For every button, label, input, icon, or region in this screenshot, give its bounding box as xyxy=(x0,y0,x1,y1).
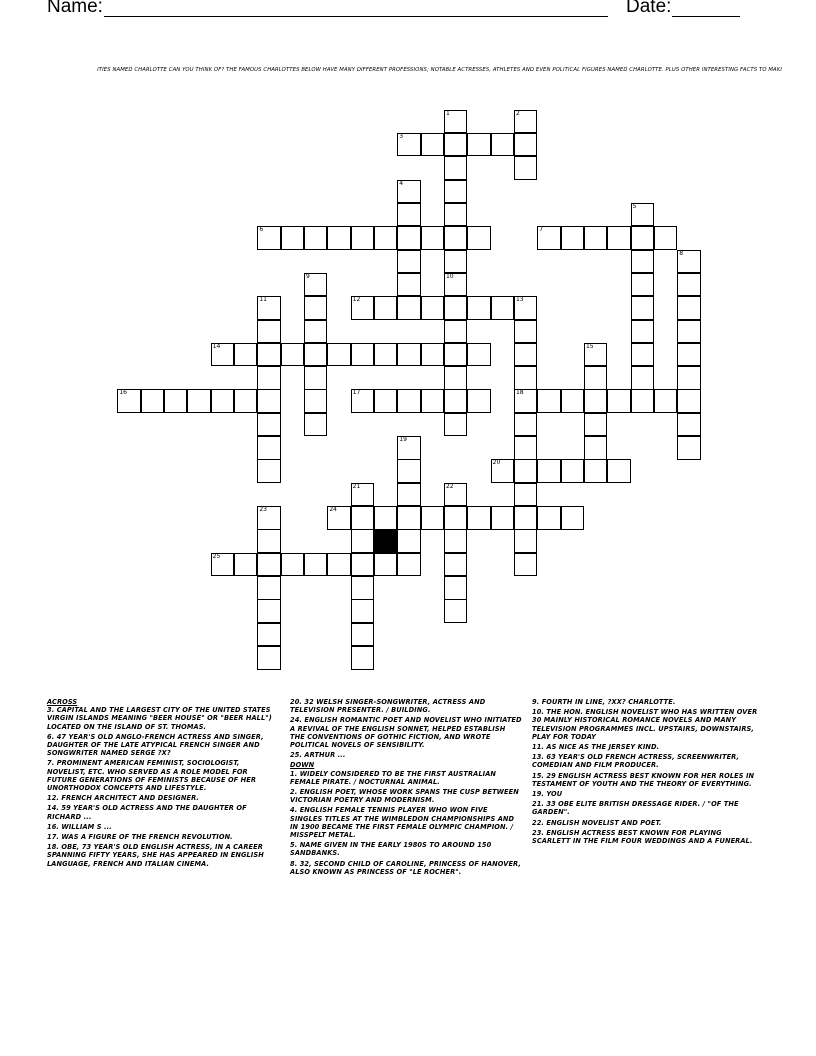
grid-cell-21[interactable] xyxy=(351,483,374,506)
grid-cell[interactable] xyxy=(304,320,327,343)
grid-cell[interactable] xyxy=(514,133,537,156)
grid-cell-23[interactable] xyxy=(257,506,280,529)
grid-cell[interactable] xyxy=(444,320,467,343)
clue-number: 6 xyxy=(259,226,264,234)
grid-cell[interactable] xyxy=(187,389,210,412)
grid-cell[interactable] xyxy=(631,389,654,412)
grid-cell[interactable] xyxy=(491,506,514,529)
grid-cell[interactable] xyxy=(607,389,630,412)
clue-number: 25 xyxy=(212,552,221,560)
grid-cell-25[interactable] xyxy=(211,553,234,576)
clue-number: 10 xyxy=(445,272,454,280)
grid-cell[interactable] xyxy=(444,226,467,249)
grid-cell[interactable] xyxy=(561,459,584,482)
grid-cell-1[interactable] xyxy=(444,110,467,133)
grid-block-cell xyxy=(374,529,397,552)
across-clue-6: 6. 47 YEAR'S OLD ANGLO-FRENCH ACTRESS AND SINGER, DAUGHTER OF THE LATE ATYPICAL FRENCH SINGER AND SONGWRITER NAMED SERGE ?X? xyxy=(47,732,264,758)
grid-cell[interactable] xyxy=(677,436,700,459)
grid-cell[interactable] xyxy=(584,366,607,389)
down-clue-1: 1. WIDELY CONSIDERED TO BE THE FIRST AUSTRALIAN FEMALE PIRATE. / NOCTURNAL ANIMAL. xyxy=(290,769,497,786)
grid-cell[interactable] xyxy=(234,389,257,412)
grid-cell-13[interactable] xyxy=(514,296,537,319)
grid-cell[interactable] xyxy=(444,250,467,273)
grid-cell[interactable] xyxy=(444,553,467,576)
grid-cell[interactable] xyxy=(607,226,630,249)
across-clue-7: 7. PROMINENT AMERICAN FEMINIST, SOCIOLOGIST, NOVELIST, ETC. WHO SERVED AS A ROLE MODEL FOR FUTURE GENERATIONS OF FEMINISTS BECAUSE OF HER UNORTHODOX CONCEPTS AND LIFESTYLE. xyxy=(47,759,257,793)
clue-number: 3 xyxy=(399,132,404,140)
grid-cell-8[interactable] xyxy=(677,250,700,273)
grid-cell[interactable] xyxy=(444,366,467,389)
grid-cell[interactable] xyxy=(257,389,280,412)
clue-number: 13 xyxy=(515,296,524,304)
grid-cell[interactable] xyxy=(654,226,677,249)
grid-cell[interactable] xyxy=(631,250,654,273)
down-clue-5: 5. NAME GIVEN IN THE EARLY 1980S TO AROUND 150 SANDBANKS. xyxy=(290,841,492,858)
grid-cell[interactable] xyxy=(304,226,327,249)
down-clue-13: 13. 63 YEAR'S OLD FRENCH ACTRESS, SCREENWRITER, COMEDIAN AND FILM PRODUCER. xyxy=(532,753,740,770)
grid-cell[interactable] xyxy=(584,226,607,249)
grid-cell[interactable] xyxy=(491,296,514,319)
grid-cell[interactable] xyxy=(631,226,654,249)
grid-cell[interactable] xyxy=(514,483,537,506)
across-clue-12: 12. FRENCH ARCHITECT AND DESIGNER. xyxy=(47,794,199,803)
grid-cell[interactable] xyxy=(444,413,467,436)
grid-cell[interactable] xyxy=(537,506,560,529)
grid-cell[interactable] xyxy=(467,343,490,366)
grid-cell[interactable] xyxy=(444,529,467,552)
grid-cell-6[interactable] xyxy=(257,226,280,249)
grid-cell[interactable] xyxy=(421,226,444,249)
grid-cell[interactable] xyxy=(397,483,420,506)
grid-cell[interactable] xyxy=(514,343,537,366)
grid-cell-15[interactable] xyxy=(584,343,607,366)
clue-number: 14 xyxy=(212,342,221,350)
grid-cell[interactable] xyxy=(257,459,280,482)
date-label: Date: xyxy=(626,0,672,17)
down-clue-9: 9. FOURTH IN LINE, ?XX? CHARLOTTE. xyxy=(532,698,676,706)
grid-cell[interactable] xyxy=(397,343,420,366)
grid-cell[interactable] xyxy=(351,646,374,669)
grid-cell[interactable] xyxy=(467,506,490,529)
grid-cell[interactable] xyxy=(677,413,700,436)
grid-cell[interactable] xyxy=(421,389,444,412)
grid-cell[interactable] xyxy=(514,156,537,179)
grid-cell[interactable] xyxy=(444,180,467,203)
grid-cell[interactable] xyxy=(584,413,607,436)
clues-column-1 xyxy=(47,698,275,870)
grid-cell[interactable] xyxy=(351,576,374,599)
grid-cell[interactable] xyxy=(444,156,467,179)
grid-cell[interactable] xyxy=(677,366,700,389)
grid-cell[interactable] xyxy=(537,459,560,482)
down-clue-2: 2. ENGLISH POET, WHOSE WORK SPANS THE CUSP BETWEEN VICTORIAN POETRY AND MODERNISM. xyxy=(290,788,519,805)
grid-cell[interactable] xyxy=(374,506,397,529)
grid-cell-5[interactable] xyxy=(631,203,654,226)
grid-cell[interactable] xyxy=(304,389,327,412)
grid-cell-20[interactable] xyxy=(491,459,514,482)
grid-cell[interactable] xyxy=(514,366,537,389)
grid-cell[interactable] xyxy=(444,389,467,412)
grid-cell[interactable] xyxy=(561,506,584,529)
grid-cell[interactable] xyxy=(491,133,514,156)
grid-cell-16[interactable] xyxy=(117,389,140,412)
grid-cell[interactable] xyxy=(467,133,490,156)
grid-cell[interactable] xyxy=(374,343,397,366)
clue-number: 11 xyxy=(259,296,267,304)
clues-column-2 xyxy=(290,698,522,878)
grid-cell[interactable] xyxy=(677,273,700,296)
grid-cell[interactable] xyxy=(327,553,350,576)
grid-cell-14[interactable] xyxy=(211,343,234,366)
grid-cell[interactable] xyxy=(467,226,490,249)
clue-number: 24 xyxy=(329,506,337,514)
grid-cell[interactable] xyxy=(514,320,537,343)
clue-number: 15 xyxy=(585,342,594,350)
grid-cell[interactable] xyxy=(514,436,537,459)
grid-cell-22[interactable] xyxy=(444,483,467,506)
grid-cell[interactable] xyxy=(351,599,374,622)
grid-cell-3[interactable] xyxy=(397,133,420,156)
grid-cell-7[interactable] xyxy=(537,226,560,249)
grid-cell[interactable] xyxy=(467,389,490,412)
grid-cell[interactable] xyxy=(677,343,700,366)
grid-cell[interactable] xyxy=(374,553,397,576)
grid-cell[interactable] xyxy=(257,553,280,576)
across-clue-18: 18. OBE, 73 YEAR'S OLD ENGLISH ACTRESS, IN A CAREER SPANNING FIFTY YEARS, SHE HAS APPEARED IN ENGLISH LANGUAGE, FRENCH AND ITALIAN CINEMA. xyxy=(47,843,264,868)
grid-cell[interactable] xyxy=(584,436,607,459)
clue-number: 1 xyxy=(445,109,450,117)
grid-cell[interactable] xyxy=(164,389,187,412)
grid-cell[interactable] xyxy=(421,343,444,366)
clue-number: 2 xyxy=(515,109,520,117)
grid-cell[interactable] xyxy=(351,553,374,576)
clue-number: 19 xyxy=(399,436,407,444)
down-clue-11: 11. AS NICE AS THE JERSEY KIND. xyxy=(532,743,660,752)
grid-cell[interactable] xyxy=(304,553,327,576)
name-label: Name: xyxy=(47,0,103,17)
grid-cell[interactable] xyxy=(631,366,654,389)
grid-cell-17[interactable] xyxy=(351,389,374,412)
grid-cell[interactable] xyxy=(421,133,444,156)
clues-column-3 xyxy=(532,698,762,847)
grid-cell[interactable] xyxy=(514,459,537,482)
grid-cell[interactable] xyxy=(397,296,420,319)
grid-cell[interactable] xyxy=(444,133,467,156)
grid-cell[interactable] xyxy=(561,389,584,412)
grid-cell[interactable] xyxy=(374,226,397,249)
down-clue-8: 8. 32, SECOND CHILD OF CAROLINE, PRINCESS OF HANOVER, ALSO KNOWN AS PRINCESS OF "LE ROCHER". xyxy=(290,859,521,876)
clue-number: 18 xyxy=(515,389,524,397)
across-title: ACROSS xyxy=(47,698,78,706)
grid-cell[interactable] xyxy=(304,343,327,366)
grid-cell[interactable] xyxy=(677,296,700,319)
grid-cell[interactable] xyxy=(257,320,280,343)
across-clue-3: 3. CAPITAL AND THE LARGEST CITY OF THE UNITED STATES VIRGIN ISLANDS MEANING "BEER HOUSE" OR "BEER HALL") LOCATED ON THE ISLAND OF ST. THOMAS. xyxy=(47,706,272,731)
grid-cell[interactable] xyxy=(327,226,350,249)
clue-number: 17 xyxy=(352,389,361,397)
grid-cell[interactable] xyxy=(351,506,374,529)
grid-cell[interactable] xyxy=(654,389,677,412)
grid-cell-10[interactable] xyxy=(444,273,467,296)
clue-number: 23 xyxy=(259,506,267,514)
grid-cell[interactable] xyxy=(397,250,420,273)
grid-cell[interactable] xyxy=(444,599,467,622)
grid-cell[interactable] xyxy=(351,529,374,552)
down-clue-4: 4. ENGLISH FEMALE TENNIS PLAYER WHO WON FIVE SINGLES TITLES AT THE WIMBLEDON CHAMPIONSHIPS AND IN 1900 BECAME THE FIRST FEMALE OLYMPIC CHAMPION. / MISSPELT METAL. xyxy=(290,806,515,840)
grid-cell[interactable] xyxy=(281,343,304,366)
grid-cell[interactable] xyxy=(631,320,654,343)
grid-cell-12[interactable] xyxy=(351,296,374,319)
grid-cell[interactable] xyxy=(607,459,630,482)
grid-cell-18[interactable] xyxy=(514,389,537,412)
grid-cell[interactable] xyxy=(281,553,304,576)
grid-cell[interactable] xyxy=(514,553,537,576)
grid-cell[interactable] xyxy=(421,506,444,529)
grid-cell[interactable] xyxy=(257,343,280,366)
grid-cell[interactable] xyxy=(374,389,397,412)
grid-cell[interactable] xyxy=(444,506,467,529)
grid-cell[interactable] xyxy=(304,366,327,389)
grid-cell[interactable] xyxy=(234,553,257,576)
grid-cell[interactable] xyxy=(584,389,607,412)
grid-cell[interactable] xyxy=(397,506,420,529)
grid-cell[interactable] xyxy=(397,459,420,482)
across-clue-25: 25. ARTHUR ... xyxy=(290,751,346,760)
grid-cell[interactable] xyxy=(257,436,280,459)
grid-cell[interactable] xyxy=(677,389,700,412)
grid-cell[interactable] xyxy=(537,389,560,412)
across-clue-24: 24. ENGLISH ROMANTIC POET AND NOVELIST WHO INITIATED A REVIVAL OF THE ENGLISH SONNET, HELPED ESTABLISH THE CONVENTIONS OF GOTHIC FICTION, AND WROTE POLITICAL NOVELS OF SENSIBILITY. xyxy=(290,716,522,750)
grid-cell[interactable] xyxy=(304,296,327,319)
down-clue-23: 23. ENGLISH ACTRESS BEST KNOWN FOR PLAYING SCARLETT IN THE FILM FOUR WEDDINGS AND A FUNERAL. xyxy=(532,828,753,846)
clue-number: 20 xyxy=(492,459,501,467)
clue-number: 16 xyxy=(119,389,127,397)
clue-number: 5 xyxy=(632,202,637,210)
grid-cell[interactable] xyxy=(257,599,280,622)
clue-number: 9 xyxy=(305,272,310,280)
grid-cell[interactable] xyxy=(631,343,654,366)
grid-cell[interactable] xyxy=(257,366,280,389)
grid-cell[interactable] xyxy=(304,413,327,436)
grid-cell-4[interactable] xyxy=(397,180,420,203)
grid-cell[interactable] xyxy=(397,226,420,249)
across-clue-20: 20. 32 WELSH SINGER-SONGWRITER, ACTRESS AND TELEVISION PRESENTER. / BUILDING. xyxy=(290,698,486,715)
grid-cell-11[interactable] xyxy=(257,296,280,319)
grid-cell-24[interactable] xyxy=(327,506,350,529)
grid-cell[interactable] xyxy=(444,203,467,226)
clue-number: 4 xyxy=(399,179,404,187)
grid-cell[interactable] xyxy=(351,623,374,646)
grid-cell[interactable] xyxy=(397,389,420,412)
grid-cell[interactable] xyxy=(397,273,420,296)
grid-cell[interactable] xyxy=(677,320,700,343)
grid-cell[interactable] xyxy=(257,529,280,552)
across-clue-17: 17. WAS A FIGURE OF THE FRENCH REVOLUTION. xyxy=(47,833,233,842)
grid-cell[interactable] xyxy=(444,576,467,599)
grid-cell[interactable] xyxy=(514,529,537,552)
grid-cell[interactable] xyxy=(631,273,654,296)
clue-number: 8 xyxy=(679,249,684,257)
grid-cell[interactable] xyxy=(397,529,420,552)
grid-cell[interactable] xyxy=(257,646,280,669)
grid-cell[interactable] xyxy=(351,343,374,366)
clue-number: 21 xyxy=(352,482,361,490)
grid-cell[interactable] xyxy=(257,413,280,436)
grid-cell[interactable] xyxy=(211,389,234,412)
clue-number: 12 xyxy=(352,296,361,304)
across-clue-16: 16. WILLIAM S ... xyxy=(47,822,112,831)
grid-cell[interactable] xyxy=(141,389,164,412)
down-clue-19: 19. YOU xyxy=(532,790,563,799)
grid-cell[interactable] xyxy=(257,576,280,599)
across-clue-14: 14. 59 YEAR'S OLD ACTRESS AND THE DAUGHTER OF RICHARD ... xyxy=(47,804,247,821)
down-clue-10: 10. THE HON. ENGLISH NOVELIST WHO HAS WRITTEN OVER 30 MAINLY HISTORICAL ROMANCE NOVELS AND MANY TELEVISION PROGRAMMES INCL. UPSTAIRS, DOWNSTAIRS, PLAY FOR TODAY xyxy=(532,708,758,741)
grid-cell[interactable] xyxy=(397,203,420,226)
grid-cell[interactable] xyxy=(327,343,350,366)
grid-cell[interactable] xyxy=(421,296,444,319)
grid-cell-2[interactable] xyxy=(514,110,537,133)
grid-cell-19[interactable] xyxy=(397,436,420,459)
grid-cell[interactable] xyxy=(444,343,467,366)
grid-cell[interactable] xyxy=(234,343,257,366)
grid-cell-9[interactable] xyxy=(304,273,327,296)
clue-number: 22 xyxy=(445,482,454,490)
down-title: DOWN xyxy=(290,761,315,770)
down-clue-21: 21. 33 OBE ELITE BRITISH DRESSAGE RIDER. / "OF THE GARDEN". xyxy=(532,800,739,817)
down-clue-15: 15. 29 ENGLISH ACTRESS BEST KNOWN FOR HER ROLES IN TESTAMENT OF YOUTH AND THE THEORY OF EVERYTHING. xyxy=(532,771,755,788)
grid-cell[interactable] xyxy=(351,226,374,249)
grid-cell[interactable] xyxy=(281,226,304,249)
grid-cell[interactable] xyxy=(514,413,537,436)
grid-cell[interactable] xyxy=(467,296,490,319)
grid-cell[interactable] xyxy=(444,296,467,319)
down-clue-22: 22. ENGLISH NOVELIST AND POET. xyxy=(532,818,662,827)
grid-cell[interactable] xyxy=(257,623,280,646)
grid-cell[interactable] xyxy=(631,296,654,319)
clue-number: 7 xyxy=(539,226,544,234)
grid-cell[interactable] xyxy=(397,553,420,576)
grid-cell[interactable] xyxy=(514,506,537,529)
grid-cell[interactable] xyxy=(584,459,607,482)
grid-cell[interactable] xyxy=(374,296,397,319)
grid-cell[interactable] xyxy=(561,226,584,249)
intro-text: ITIES NAMED CHARLOTTE CAN YOU THINK OF? THE FAMOUS CHARLOTTES BELOW HAVE MANY DIFFERENT PROFESSIONS; NOTABLE ACTRESSES, ATHLETES AND EVEN POLITICAL FIGURES NAMED CHARLOTTE. PLUS OTHER INTERESTING FACTS TO MAKI xyxy=(97,67,782,73)
